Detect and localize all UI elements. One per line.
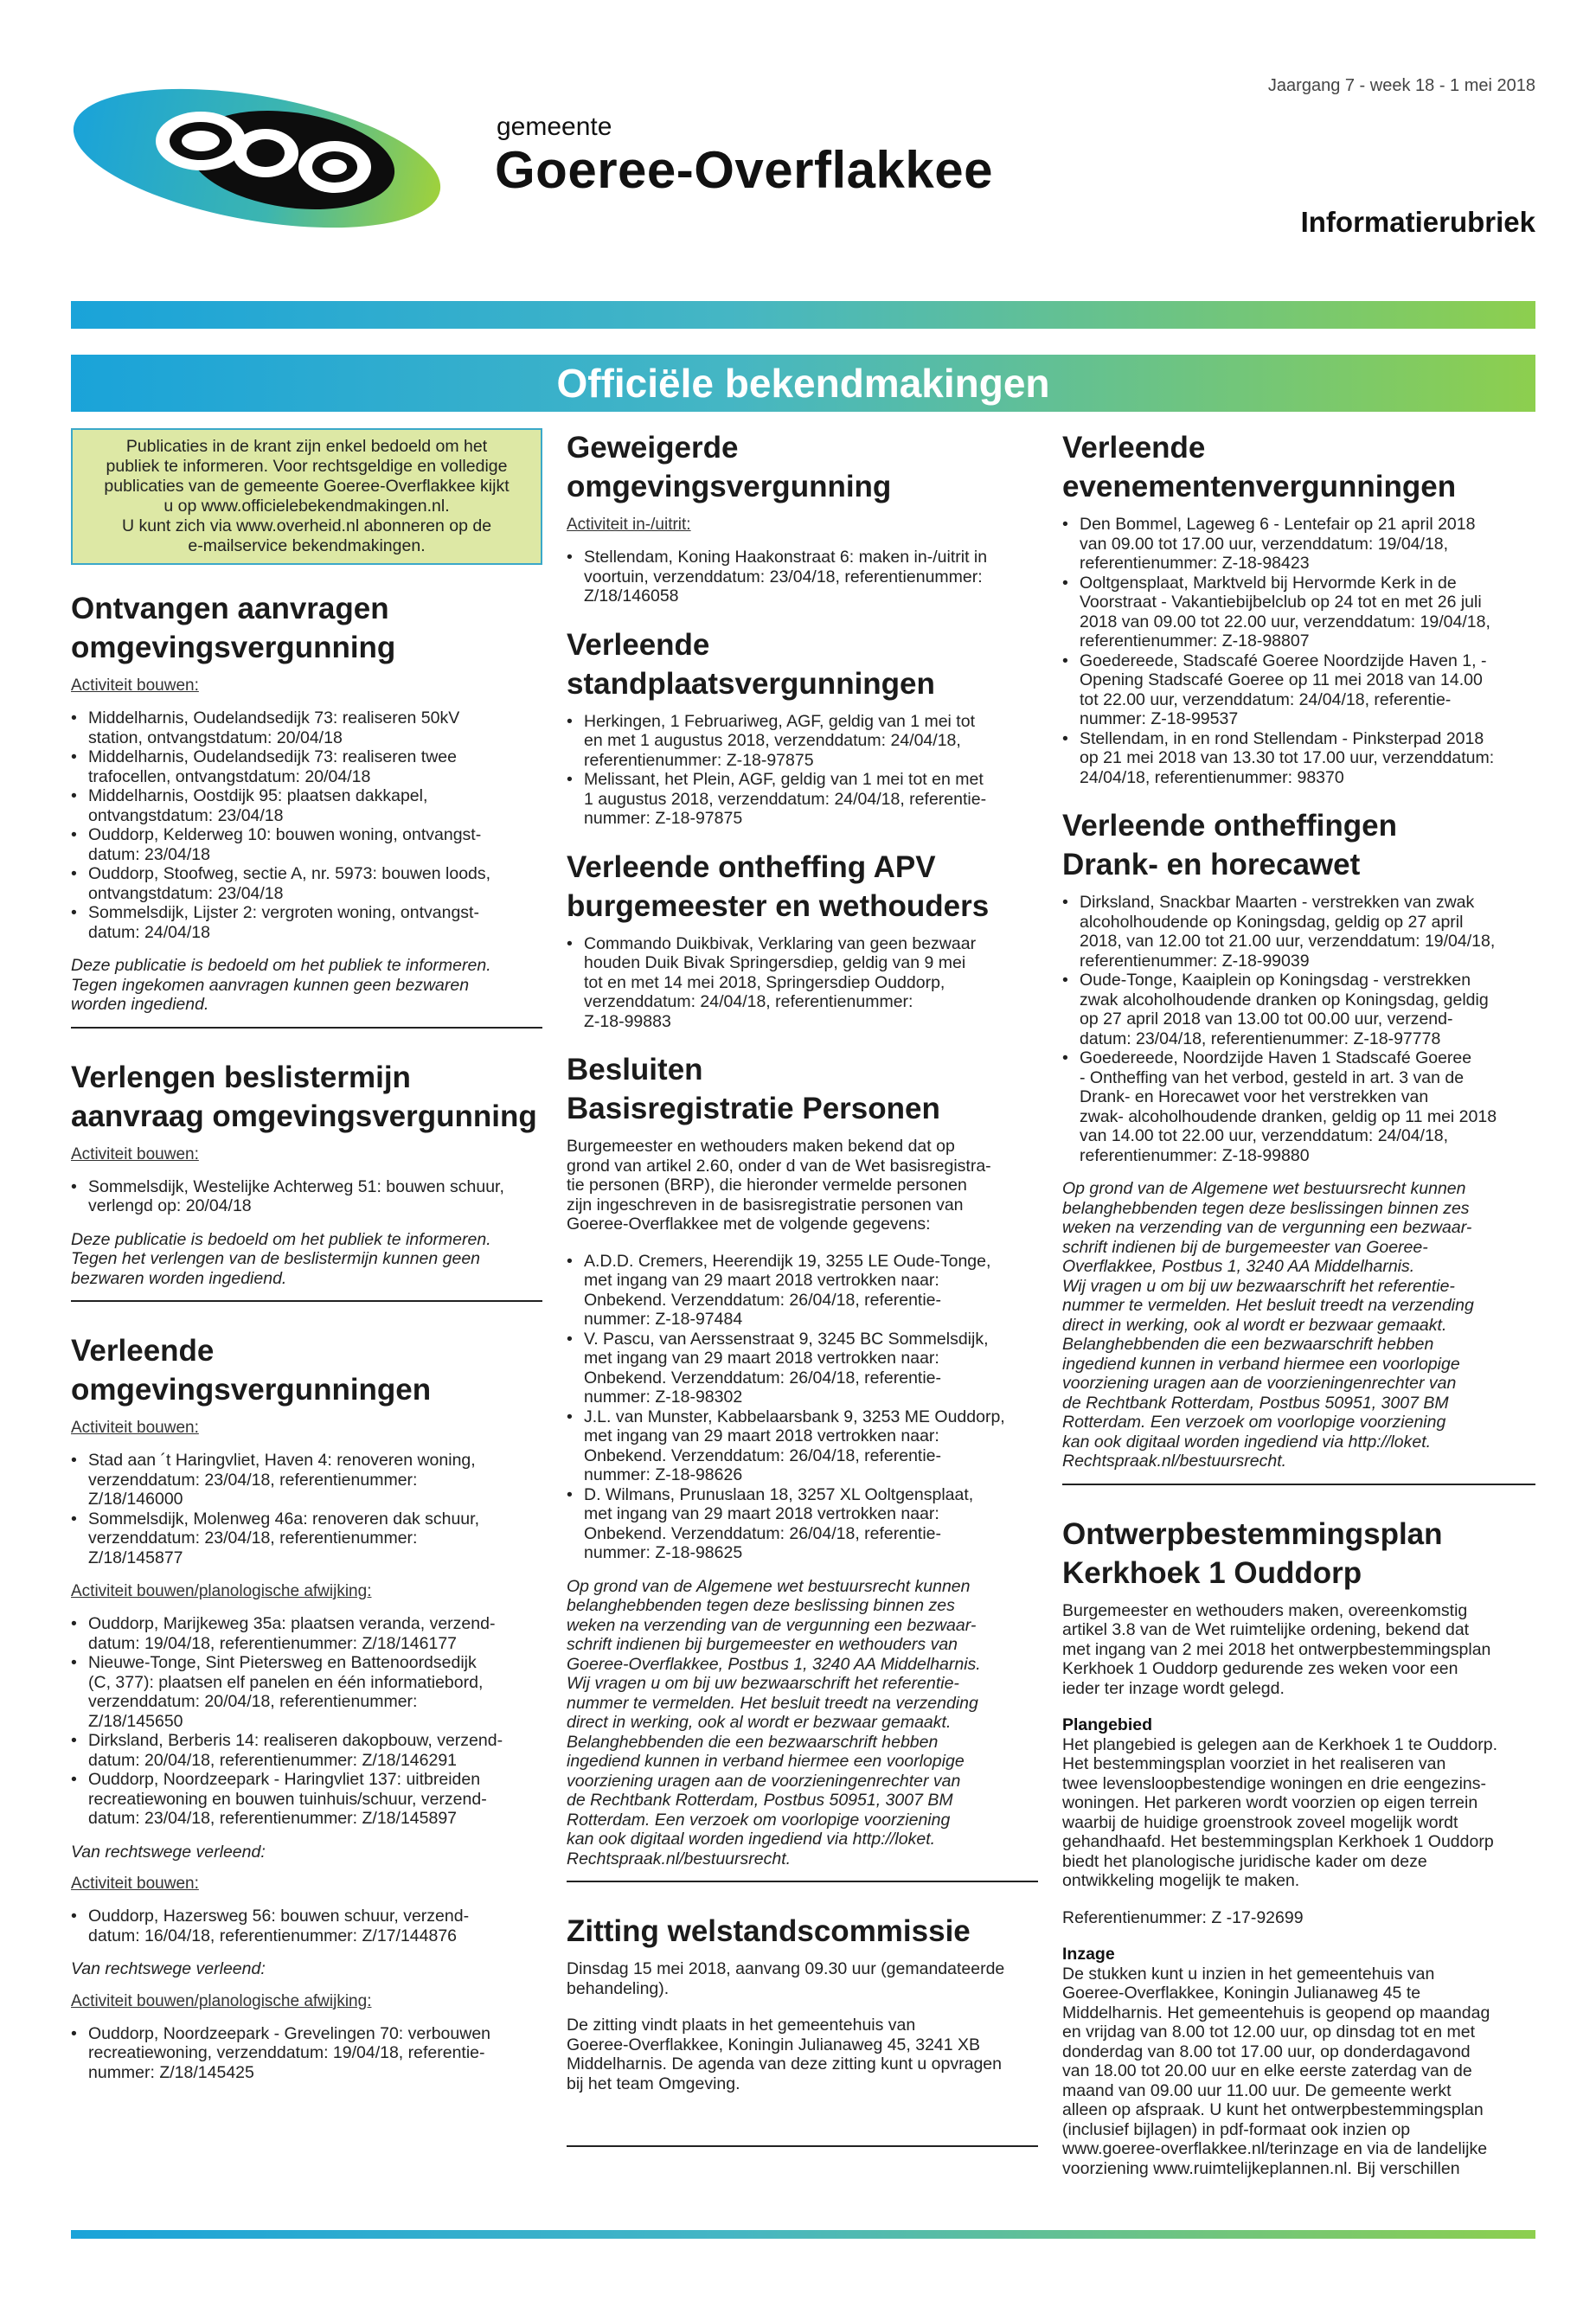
notice-line: publiek te informeren. Voor rechtsgeldige en volledige <box>106 457 508 476</box>
list-item: • Stellendam, in en rond Stellendam - Pinksterpad 2018 op 21 mei 2018 van 13.30 tot 17.00 uur, verzenddatum: 24/04/18, referentienummer: 98370 <box>1062 729 1535 788</box>
list-item: • Ouddorp, Marijkeweg 35a: plaatsen veranda, verzend- datum: 19/04/18, referentienummer: Z/18/146177 <box>71 1614 542 1653</box>
paragraph: Het plangebied is gelegen aan de Kerkhoek 1 te Ouddorp. Het bestemmingsplan voorziet in het realiseren van twee levensloopbestendige woningen en drie eengezins- woningen. Het parkeren wordt voorzien op eigen terrein waarbij de huidige groenstrook zoveel mogelijk wordt gehandhaafd. Het bestemmingsplan Kerkhoek 1 Ouddorp biedt het planologische juridische kader om deze ontwikkeling mogelijk te maken. <box>1062 1734 1498 1890</box>
section-ontvangen-aanvragen <box>71 589 542 1029</box>
section-divider <box>71 1027 542 1029</box>
goeree-overflakkee-logo <box>71 74 452 255</box>
subheading: Activiteit bouwen: <box>71 1144 199 1163</box>
subheading-inzage: Inzage <box>1062 1945 1115 1964</box>
list-item: • Stellendam, Koning Haakonstraat 6: maken in-/uitrit in voortuin, verzenddatum: 23/04/18, referentienummer: Z/18/146058 <box>567 548 1038 606</box>
list-item: • Den Bommel, Lageweg 6 - Lentefair op 21 april 2018 van 09.00 tot 17.00 uur, verzenddatum: 19/04/18, referentienummer: Z-18-98423 <box>1062 515 1535 574</box>
section-title: Verleende ontheffing APV burgemeester en wethouders <box>567 849 990 923</box>
section-title: Ontwerpbestemmingsplan Kerkhoek 1 Ouddorp <box>1062 1516 1443 1590</box>
list-item: • Ouddorp, Noordzeepark - Haringvliet 137: uitbreiden recreatiewoning en bouwen tuinhuis/schuur, verzend- datum: 23/04/18, referentienummer: Z/18/145897 <box>71 1770 542 1829</box>
section-geweigerde-omgevingsvergunning <box>567 428 1038 606</box>
subheading: Activiteit bouwen: <box>71 1419 199 1437</box>
item-list <box>1062 515 1535 787</box>
subheading: Activiteit bouwen/planologische afwijking: <box>71 1991 372 2010</box>
section-basisregistratie-personen <box>567 1050 1038 1882</box>
notice-line: e-mailservice bekendmakingen. <box>188 536 426 555</box>
notice-box <box>71 428 542 565</box>
section-verlengen-beslistermijn <box>71 1058 542 1303</box>
section-drank-horecawet <box>1062 806 1535 1485</box>
notice-line: U kunt zich via www.overheid.nl abonneren op de <box>121 516 492 535</box>
list-item: • Ooltgensplaat, Marktveld bij Hervormde Kerk in de Voorstraat - Vakantiebijbelclub op 24 tot en met 26 juli 2018 van 09.00 tot 22.00 uur, verzenddatum: 19/04/18, referentienummer: Z-18-98807 <box>1062 574 1535 651</box>
list-item: • V. Pascu, van Aerssenstraat 9, 3245 BC Sommelsdijk, met ingang van 29 maart 2018 vertrokken naar: Onbekend. Verzenddatum: 26/04/18, referentie- nummer: Z-18-98302 <box>567 1330 1038 1407</box>
item-list <box>71 1614 542 1829</box>
list-item: • Sommelsdijk, Westelijke Achterweg 51: bouwen schuur, verlengd op: 20/04/18 <box>71 1177 542 1216</box>
rubric-title: Informatierubriek <box>1300 206 1535 238</box>
reference-number: Referentienummer: Z -17-92699 <box>1062 1907 1304 1927</box>
item-list <box>71 1177 542 1216</box>
subheading: Activiteit bouwen: <box>71 1875 199 1893</box>
list-item: • Sommelsdijk, Molenweg 46a: renoveren dak schuur, verzenddatum: 23/04/18, referentienummer: Z/18/145877 <box>71 1509 542 1568</box>
column-right <box>1062 428 1535 2190</box>
item-list <box>71 1451 542 1567</box>
item-list <box>567 1252 1038 1563</box>
section-divider <box>1062 1484 1535 1485</box>
list-item: • Sommelsdijk, Lijster 2: vergroten woning, ontvangst- datum: 24/04/18 <box>71 903 542 942</box>
section-title: Verleende ontheffingen Drank- en horecawet <box>1062 809 1397 881</box>
list-item: • Middelharnis, Oostdijk 95: plaatsen dakkapel, ontvangstdatum: 23/04/18 <box>71 786 542 825</box>
legal-note: Deze publicatie is bedoeld om het publiek te informeren. Tegen ingekomen aanvragen kunnen geen bezwaren worden ingediend. <box>71 956 491 1014</box>
top-gradient-bar <box>71 301 1535 329</box>
intro-paragraph: Burgemeester en wethouders maken bekend dat op grond van artikel 2.60, onder d van de Wet basisregistra- tie personen (BRP), die hieronder vermelde personen zijn ingeschreven in de basisregistratie personen van Goeree-Overflakkee met de volgende gegevens: <box>567 1137 991 1234</box>
item-list <box>1062 893 1535 1165</box>
list-item: • Dirksland, Berberis 14: realiseren dakopbouw, verzend- datum: 20/04/18, referentienummer: Z/18/146291 <box>71 1731 542 1770</box>
section-zitting-welstandscommissie <box>567 1912 1038 2147</box>
list-item: • A.D.D. Cremers, Heerendijk 19, 3255 LE Oude-Tonge, met ingang van 29 maart 2018 vertrokken naar: Onbekend. Verzenddatum: 26/04/18, referentie- nummer: Z-18-97484 <box>567 1252 1038 1330</box>
list-item: • Middelharnis, Oudelandsedijk 73: realiseren twee trafocellen, ontvangstdatum: 20/04/18 <box>71 747 542 786</box>
banner-title: Officiële bekendmakingen <box>71 355 1535 412</box>
item-list <box>567 548 1038 606</box>
section-title: Besluiten Basisregistratie Personen <box>567 1053 940 1125</box>
list-item: • Oude-Tonge, Kaaiplein op Koningsdag - verstrekken zwak alcoholhoudende dranken op Koningsdag, geldig op 27 april 2018 van 13.00 tot 00.00 uur, verzend- datum: 23/04/18, referentienummer: Z-18-97778 <box>1062 971 1535 1048</box>
item-list <box>71 1907 542 1945</box>
list-item: • Herkingen, 1 Februariweg, AGF, geldig van 1 mei tot en met 1 augustus 2018, verzenddatum: 24/04/18, referentienummer: Z-18-97875 <box>567 712 1038 771</box>
list-item: • Stad aan ´t Haringvliet, Haven 4: renoveren woning, verzenddatum: 23/04/18, referentienummer: Z/18/146000 <box>71 1451 542 1509</box>
section-divider <box>71 1300 542 1302</box>
section-title: Zitting welstandscommissie <box>567 1914 971 1948</box>
section-ontwerpbestemmingsplan <box>1062 1515 1535 2179</box>
section-divider <box>567 1881 1038 1882</box>
list-item: • Goedereede, Noordzijde Haven 1 Stadscafé Goeree - Ontheffing van het verbod, gesteld in art. 3 van de Drank- en Horecawet voor het verstrekken van zwak- alcoholhoudende dranken, geldig op 11 mei 2018 van 14.00 tot 22.00 uur, verzenddatum: 24/04/18, referentienummer: Z-18-99880 <box>1062 1048 1535 1165</box>
item-list <box>567 712 1038 829</box>
column-middle <box>567 428 1038 2176</box>
section-ontheffing-apv <box>567 848 1038 1032</box>
subheading: Activiteit in-/uitrit: <box>567 516 691 534</box>
section-title: Verleende evenementenvergunningen <box>1062 431 1457 503</box>
rechtswege-label: Van rechtswege verleend: <box>71 1959 266 1978</box>
section-title: Verleende standplaatsvergunningen <box>567 627 935 701</box>
list-item: • Ouddorp, Noordzeepark - Grevelingen 70: verbouwen recreatiewoning, verzenddatum: 19/04/18, referentie- nummer: Z/18/145425 <box>71 2024 542 2083</box>
legal-note: Op grond van de Algemene wet bestuursrecht kunnen belanghebbenden tegen deze beslissing binnen zes weken na verzending van de vergunning een bezwaar- schrift indienen bij burgemeester en wethouders van Goeree-Overflakkee, Postbus 1, 3240 AA Middelharnis. Wij vragen u om bij uw bezwaarschrift het referentie- nummer te vermelden. Het besluit treedt na verzending direct in werking, ook al wordt er bezwaar gemaakt. Belanghebbenden die een bezwaarschrift hebben ingediend kunnen in verband hiermee een voorlopige voorziening uragen aan de voorzieningenrechter van de Rechtbank Rotterdam, Postbus 50951, 3007 BM Rotterdam. Een verzoek om voorlopige voorziening kan ook digitaal worden ingediend via http://loket. Rechtspraak.nl/bestuursrecht. <box>567 1576 981 1868</box>
section-title: Geweigerde omgevingsvergunning <box>567 431 892 503</box>
section-verleende-omgevingsvergunningen <box>71 1331 542 2082</box>
list-item: • Melissant, het Plein, AGF, geldig van 1 mei tot en met 1 augustus 2018, verzenddatum: 24/04/18, referentie- nummer: Z-18-97875 <box>567 770 1038 829</box>
paragraph: De zitting vindt plaats in het gemeentehuis van Goeree-Overflakkee, Koningin Julianaweg 45, 3241 XB Middelharnis. De agenda van deze zitting kunt u opvragen bij het team Omgeving. <box>567 2016 1002 2093</box>
list-item: • Commando Duikbivak, Verklaring van geen bezwaar houden Duik Bivak Springersdiep, geldig van 9 mei tot en met 14 mei 2018, Springersdiep Ouddorp, verzenddatum: 24/04/18, referentienummer: Z-18-99883 <box>567 934 1038 1032</box>
notice-line: Publicaties in de krant zijn enkel bedoeld om het <box>125 437 488 456</box>
section-title: Verleende omgevingsvergunningen <box>71 1334 432 1407</box>
list-item: • Ouddorp, Kelderweg 10: bouwen woning, ontvangst- datum: 23/04/18 <box>71 825 542 864</box>
section-title: Verlengen beslistermijn aanvraag omgevingsvergunning <box>71 1060 537 1133</box>
municipality-name: Goeree-Overflakkee <box>495 141 994 199</box>
paragraph: De stukken kunt u inzien in het gemeentehuis van Goeree-Overflakkee, Koningin Julianaweg 45 te Middelharnis. Het gemeentehuis is geopend op maandag en vrijdag van 8.00 tot 12.00 uur, op dinsdag tot en met donderdag van 8.00 tot 17.00 uur, op donderdagavond van 18.00 tot 20.00 uur en elke eerste zaterdag van de maand van 09.00 uur 11.00 uur. De gemeente werkt alleen op afspraak. U kunt het ontwerpbestemmingsplan (inclusief bijlagen) in pdf-formaat ook inzien op www.goeree-overflakkee.nl/terinzage en via de landelijke voorziening www.ruimtelijkeplannen.nl. Bij verschillen <box>1062 1964 1490 2178</box>
section-standplaatsvergunningen <box>567 625 1038 829</box>
list-item: • Nieuwe-Tonge, Sint Pietersweg en Battenoordsedijk (C, 377): plaatsen elf panelen en één informatiebord, verzenddatum: 20/04/18, referentienummer: Z/18/145650 <box>71 1653 542 1731</box>
legal-note: Deze publicatie is bedoeld om het publiek te informeren. Tegen het verlengen van de beslistermijn kunnen geen bezwaren worden ingediend. <box>71 1229 491 1288</box>
notice-line: u op www.officielebekendmakingen.nl. <box>163 497 450 516</box>
paragraph: Burgemeester en wethouders maken, overeenkomstig artikel 3.8 van de Wet ruimtelijke ordening, bekend dat met ingang van 2 mei 2018 het ontwerpbestemmingsplan Kerkhoek 1 Ouddorp gedurende zes weken voor een ieder ter inzage wordt gelegd. <box>1062 1600 1491 1698</box>
item-list <box>71 708 542 942</box>
notice-line: publicaties van de gemeente Goeree-Overflakkee kijkt <box>104 477 510 496</box>
paragraph: Dinsdag 15 mei 2018, aanvang 09.30 uur (gemandateerde behandeling). <box>567 1959 1005 1998</box>
list-item: • D. Wilmans, Prunuslaan 18, 3257 XL Ooltgensplaat, met ingang van 29 maart 2018 vertrokken naar: Onbekend. Verzenddatum: 26/04/18, referentie- nummer: Z-18-98625 <box>567 1485 1038 1563</box>
item-list <box>71 2024 542 2083</box>
list-item: • Middelharnis, Oudelandsedijk 73: realiseren 50kV station, ontvangstdatum: 20/04/18 <box>71 708 542 747</box>
list-item: • Ouddorp, Hazersweg 56: bouwen schuur, verzend- datum: 16/04/18, referentienummer: Z/17/144876 <box>71 1907 542 1945</box>
subheading-plangebied: Plangebied <box>1062 1715 1153 1734</box>
item-list <box>567 934 1038 1032</box>
section-divider <box>567 2145 1038 2147</box>
list-item: • Ouddorp, Stoofweg, sectie A, nr. 5973: bouwen loods, ontvangstdatum: 23/04/18 <box>71 864 542 903</box>
rechtswege-label: Van rechtswege verleend: <box>71 1842 266 1862</box>
list-item: • Goedereede, Stadscafé Goeree Noordzijde Haven 1, - Opening Stadscafé Goeree op 11 mei 2018 van 14.00 tot 22.00 uur, verzenddatum: 24/04/18, referentie- nummer: Z-18-99537 <box>1062 651 1535 729</box>
list-item: • J.L. van Munster, Kabbelaarsbank 9, 3253 ME Ouddorp, met ingang van 29 maart 2018 vertrokken naar: Onbekend. Verzenddatum: 26/04/18, referentie- nummer: Z-18-98626 <box>567 1407 1038 1485</box>
subheading: Activiteit bouwen: <box>71 676 199 695</box>
section-evenementenvergunningen <box>1062 428 1535 787</box>
subheading: Activiteit bouwen/planologische afwijking: <box>71 1582 372 1600</box>
municipality-prefix: gemeente <box>497 112 612 141</box>
column-left <box>71 428 542 2096</box>
legal-note: Op grond van de Algemene wet bestuursrecht kunnen belanghebbenden tegen deze beslissingen binnen zes weken na verzending van de vergunning een bezwaar- schrift indienen bij de burgemeester van Goeree- Overflakkee, Postbus 1, 3240 AA Middelharnis. Wij vragen u om bij uw bezwaarschrift het referentie- nummer te vermelden. Het besluit treedt na verzending direct in werking, ook al wordt er bezwaar gemaakt. Belanghebbenden die een bezwaarschrift hebben ingediend kunnen in verband hiermee een voorlopige voorziening uragen aan de voorzieningenrechter van de Rechtbank Rotterdam, Postbus 50951, 3007 BM Rotterdam. Een verzoek om voorlopige voorziening kan ook digitaal worden ingediend via http://loket. Rechtspraak.nl/bestuursrecht. <box>1062 1179 1474 1471</box>
issue-info: Jaargang 7 - week 18 - 1 mei 2018 <box>1267 76 1535 95</box>
list-item: • Dirksland, Snackbar Maarten - verstrekken van zwak alcoholhoudende op Koningsdag, geldig op 27 april 2018, van 12.00 tot 21.00 uur, verzenddatum: 19/04/18, referentienummer: Z-18-99039 <box>1062 893 1535 971</box>
section-title: Ontvangen aanvragen omgevingsvergunning <box>71 592 396 664</box>
bottom-gradient-bar <box>71 2230 1535 2239</box>
